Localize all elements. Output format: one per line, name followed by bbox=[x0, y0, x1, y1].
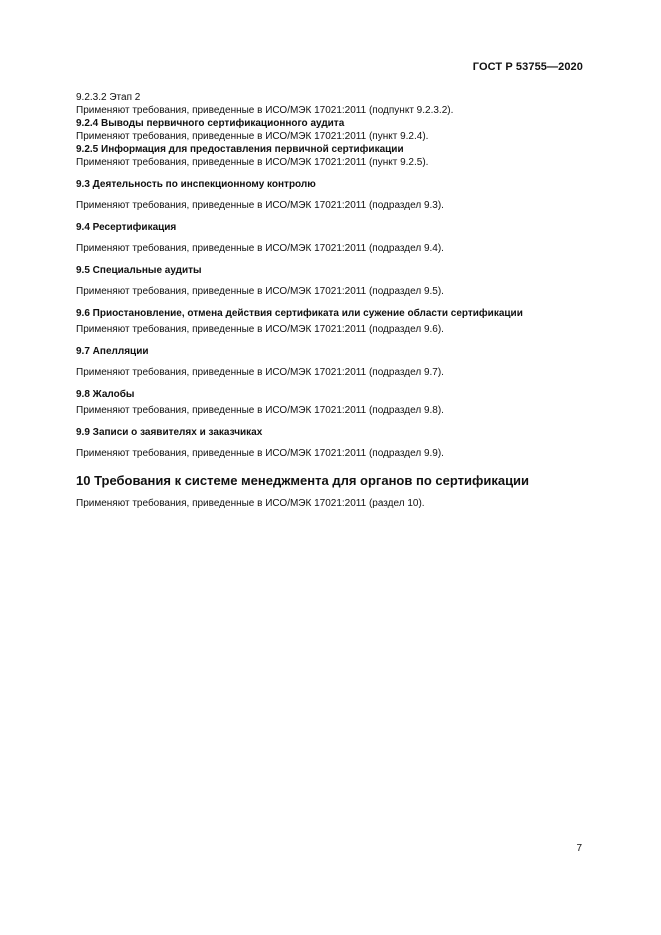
section-9-9-text: Применяют требования, приведенные в ИСО/МЭК 17021:2011 (подраздел 9.9). bbox=[76, 448, 444, 459]
section-9-6-title: 9.6 Приостановление, отмена действия сертификата или сужение области сертификации bbox=[76, 308, 523, 319]
section-9-5-text: Применяют требования, приведенные в ИСО/МЭК 17021:2011 (подраздел 9.5). bbox=[76, 286, 444, 297]
document-body bbox=[76, 91, 586, 510]
section-9-8-text: Применяют требования, приведенные в ИСО/МЭК 17021:2011 (подраздел 9.8). bbox=[76, 405, 444, 416]
subsection-9-2-4-text: Применяют требования, приведенные в ИСО/МЭК 17021:2011 (пункт 9.2.4). bbox=[76, 131, 429, 142]
section-9-7-title: 9.7 Апелляции bbox=[76, 346, 149, 357]
section-9-9-title: 9.9 Записи о заявителях и заказчиках bbox=[76, 427, 263, 438]
subsection-9-2-3-2-text: Применяют требования, приведенные в ИСО/МЭК 17021:2011 (подпункт 9.2.3.2). bbox=[76, 105, 454, 116]
subsection-9-2-3-2-title: 9.2.3.2 Этап 2 bbox=[76, 92, 141, 103]
subsection-9-2-5-text: Применяют требования, приведенные в ИСО/МЭК 17021:2011 (пункт 9.2.5). bbox=[76, 157, 429, 168]
section-9-7-text: Применяют требования, приведенные в ИСО/МЭК 17021:2011 (подраздел 9.7). bbox=[76, 367, 444, 378]
section-9-4-text: Применяют требования, приведенные в ИСО/МЭК 17021:2011 (подраздел 9.4). bbox=[76, 243, 444, 254]
section-9-5-title: 9.5 Специальные аудиты bbox=[76, 265, 202, 276]
subsection-9-2-5-title: 9.2.5 Информация для предоставления первичной сертификации bbox=[76, 144, 404, 155]
section-9-3-text: Применяют требования, приведенные в ИСО/МЭК 17021:2011 (подраздел 9.3). bbox=[76, 200, 444, 211]
chapter-10-text: Применяют требования, приведенные в ИСО/МЭК 17021:2011 (раздел 10). bbox=[76, 498, 425, 509]
section-9-3-title: 9.3 Деятельность по инспекционному контролю bbox=[76, 179, 316, 190]
chapter-10-title: 10 Требования к системе менеджмента для органов по сертификации bbox=[76, 473, 530, 488]
document-id: ГОСТ Р 53755—2020 bbox=[472, 61, 583, 73]
page-number: 7 bbox=[576, 843, 582, 854]
section-9-4-title: 9.4 Ресертификация bbox=[76, 222, 177, 233]
section-9-6-text: Применяют требования, приведенные в ИСО/МЭК 17021:2011 (подраздел 9.6). bbox=[76, 324, 444, 335]
section-9-8-title: 9.8 Жалобы bbox=[76, 389, 135, 400]
subsection-9-2-4-title: 9.2.4 Выводы первичного сертификационного аудита bbox=[76, 118, 345, 129]
